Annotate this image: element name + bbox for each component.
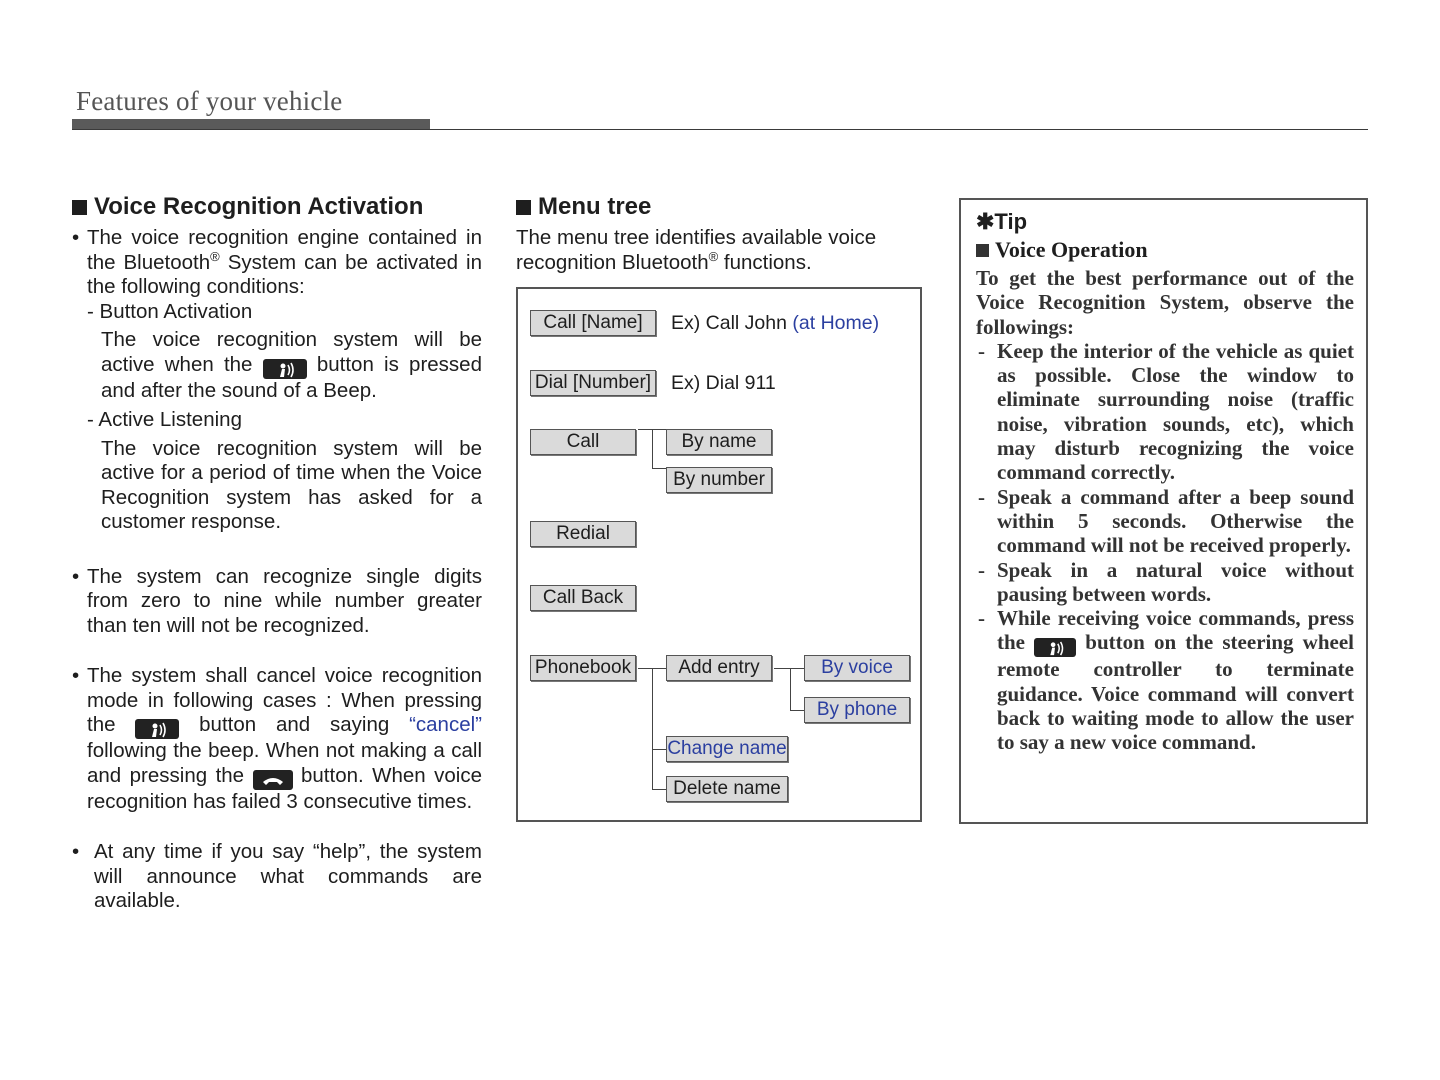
paragraph-activation-intro xyxy=(72,226,482,300)
phone-end-icon xyxy=(253,770,293,790)
tip-heading-text: Voice Operation xyxy=(995,237,1148,262)
paragraph-digits: • The system can recognize single digits from zero to nine while number greater than ten will not be recognized. xyxy=(72,565,482,639)
text-span: The system shall cancel voice recognition mode in following cases : When pressing the xyxy=(87,664,482,736)
text-span: While receiving voice commands, press the xyxy=(997,606,1354,655)
connector-line xyxy=(790,710,804,711)
paragraph-cancel-cases xyxy=(72,664,482,814)
tip-item: - Speak a command after a beep sound within 5 seconds. Otherwise the command will not be received properly. xyxy=(976,485,1354,558)
text-span: button is pressed and after the sound of a Beep. xyxy=(101,352,482,402)
header-rule xyxy=(72,129,1368,130)
node-change-name: Change name xyxy=(666,736,788,762)
connector-line xyxy=(790,668,791,710)
text-span: following the beep. When not making a call and pressing the xyxy=(87,739,482,787)
text-span: button and saying xyxy=(179,713,410,736)
node-call: Call xyxy=(530,429,636,455)
node-phonebook: Phonebook xyxy=(530,655,636,681)
text-span: The voice recognition engine contained in the Bluetooth xyxy=(87,226,482,274)
example-call-john xyxy=(671,310,879,336)
node-redial: Redial xyxy=(530,521,636,547)
connector-line xyxy=(652,668,653,789)
sub-title-button-activation: - Button Activation xyxy=(87,299,253,323)
page-header-title: Features of your vehicle xyxy=(76,86,343,116)
sub-title-active-listening: - Active Listening xyxy=(87,408,242,431)
cancel-keyword: “cancel” xyxy=(409,713,482,736)
node-by-number: By number xyxy=(666,467,772,493)
section-heading xyxy=(72,192,482,222)
tip-item: - Speak in a natural voice without pausing between words. xyxy=(976,558,1354,607)
menu-tree-intro xyxy=(516,226,926,275)
connector-line xyxy=(652,749,666,750)
text-span: System can be activated in the following conditions: xyxy=(87,250,482,298)
node-call-name: Call [Name] xyxy=(530,310,656,336)
paragraph-help: • At any time if you say “help”, the system will announce what commands are available. xyxy=(72,840,482,914)
connector-line xyxy=(652,789,666,790)
spacer xyxy=(72,638,482,664)
voice-talk-icon xyxy=(135,719,179,739)
voice-talk-icon xyxy=(1034,638,1076,657)
example-at-home: (at Home) xyxy=(792,312,880,334)
text-span: Ex) Call John xyxy=(671,312,793,334)
tip-intro: To get the best performance out of the Voice Recognition System, observe the followings: xyxy=(976,266,1354,339)
example-dial-911: Ex) Dial 911 xyxy=(671,372,776,394)
connector-line xyxy=(652,429,653,468)
text-span: functions. xyxy=(718,250,812,274)
text-span: button on the steering wheel remote controller to terminate guidance. Voice command will convert back to waiting mode to allow the user to say a new voice command. xyxy=(997,630,1354,755)
voice-talk-icon xyxy=(263,359,307,379)
node-delete-name: Delete name xyxy=(666,776,788,802)
tip-content xyxy=(976,208,1354,755)
registered-mark: ® xyxy=(708,248,719,264)
tip-item xyxy=(976,606,1354,754)
node-dial-number: Dial [Number] xyxy=(530,370,656,396)
paragraph-button-activation xyxy=(72,328,482,403)
node-add-entry: Add entry xyxy=(666,655,772,681)
node-by-voice: By voice xyxy=(804,655,910,681)
square-bullet-icon xyxy=(516,200,531,215)
spacer xyxy=(72,814,482,840)
section-heading-text: Menu tree xyxy=(538,193,652,220)
square-bullet-icon xyxy=(72,200,87,215)
text-span: The voice recognition system will be active when the xyxy=(101,328,482,376)
node-by-name: By name xyxy=(666,429,772,455)
voice-recognition-activation-section xyxy=(72,192,482,914)
node-by-phone: By phone xyxy=(804,697,910,723)
section-heading xyxy=(516,192,926,222)
tip-heading xyxy=(976,236,1354,264)
section-heading-text: Voice Recognition Activation xyxy=(94,193,424,220)
node-call-back: Call Back xyxy=(530,585,636,611)
text-span: button. When voice recognition has failed 3 consecutive times. xyxy=(87,763,482,813)
connector-line xyxy=(774,668,804,669)
menu-tree-section xyxy=(516,192,926,275)
text-span: The menu tree identifies available voice recognition Bluetooth xyxy=(516,226,877,274)
connector-line xyxy=(652,468,666,469)
spacer xyxy=(72,535,482,565)
tip-item: - Keep the interior of the vehicle as quiet as possible. Close the window to eliminate surrounding noise (traffic noise, vibration sounds, etc), which may disturb recognizing the voice command correctly. xyxy=(976,339,1354,485)
paragraph-active-listening: The voice recognition system will be active for a period of time when the Voice Recognition system has asked for a customer response. xyxy=(101,436,482,533)
square-bullet-icon xyxy=(976,244,989,257)
menu-tree-diagram xyxy=(516,287,922,822)
tip-label: ✱Tip xyxy=(976,209,1028,234)
registered-mark: ® xyxy=(210,248,220,264)
tip-box xyxy=(959,198,1368,824)
